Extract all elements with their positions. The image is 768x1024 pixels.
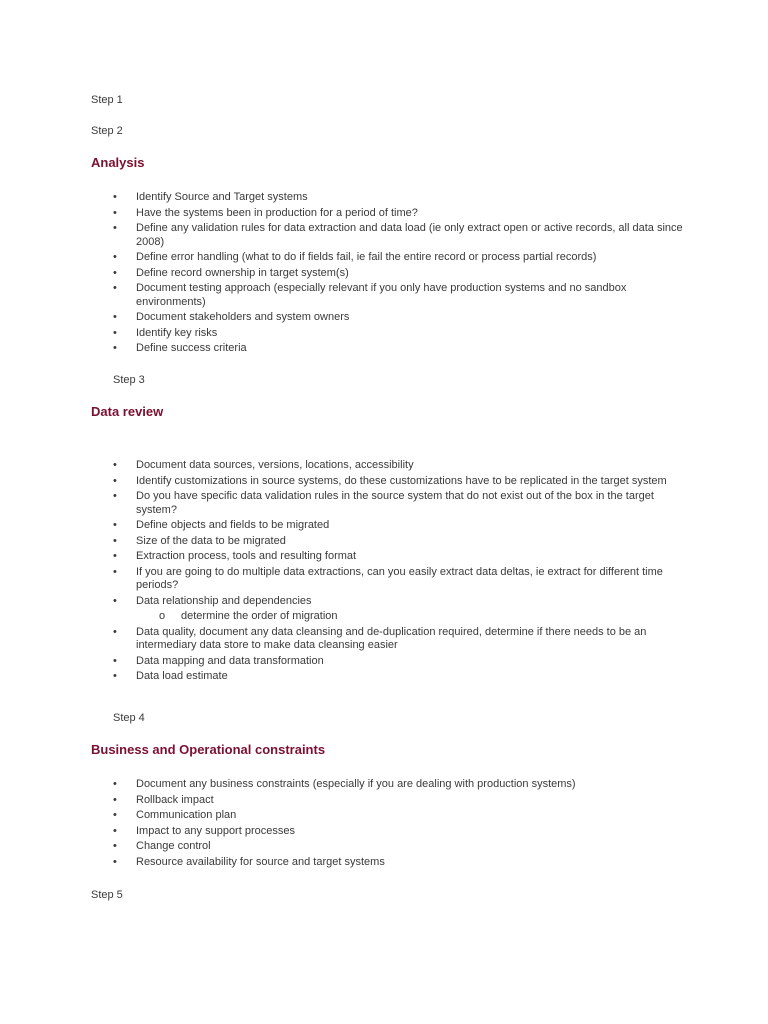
list-item [91, 595, 691, 609]
bullet-icon: • [113, 266, 117, 279]
bullet-icon: • [113, 519, 117, 531]
list-item-text: Data relationship and dependencies [136, 594, 312, 607]
step-2-label: Step 2 [91, 125, 123, 137]
list-item-text: Resource availability for source and target systems [136, 855, 385, 868]
list-item [91, 251, 691, 265]
list-item-text: Communication plan [136, 809, 237, 821]
bullet-icon: • [113, 670, 117, 682]
list-item-text: Document data sources, versions, locations, accessibility [136, 459, 414, 471]
bullet-icon: • [113, 474, 117, 487]
list-item-text: Identify key risks [136, 326, 218, 339]
bullet-icon: • [113, 534, 117, 547]
list-item [91, 794, 691, 808]
list-item [91, 191, 691, 205]
list-item [91, 809, 691, 823]
list-item-text: Define success criteria [136, 342, 247, 354]
list-item [91, 342, 691, 356]
list-item [91, 825, 691, 839]
list-item-text: Extraction process, tools and resulting format [136, 550, 357, 562]
bullet-icon: • [113, 326, 117, 339]
list-item [91, 566, 691, 593]
list-item [91, 311, 691, 325]
list-item-text: Do you have specific data validation rules in the source system that do not exist out of the box in the target system? [136, 490, 654, 516]
bullet-icon: • [113, 459, 117, 471]
bullet-icon: • [113, 490, 117, 502]
list-item [91, 655, 691, 669]
list-item-text: If you are going to do multiple data extractions, can you easily extract data deltas, ie extract for different time periods? [136, 565, 663, 591]
constraints-list [91, 778, 691, 871]
list-item-text: Data mapping and data transformation [136, 654, 324, 667]
step-4-label: Step 4 [113, 712, 145, 724]
list-item [91, 840, 691, 854]
list-item [91, 519, 691, 533]
list-item [91, 670, 691, 684]
list-item-text: Data load estimate [136, 670, 228, 682]
list-item-text: Data quality, document any data cleansing and de-duplication required, determine if there needs to be an intermediary data store to make data cleansing easier [136, 625, 647, 651]
list-item [91, 222, 691, 249]
list-item-text: Define any validation rules for data extraction and data load (ie only extract open or active records, all data since 2008) [136, 222, 683, 248]
list-item [91, 535, 691, 549]
list-item [91, 475, 691, 489]
sub-list-item-text: determine the order of migration [181, 610, 338, 622]
step-1-label: Step 1 [91, 94, 123, 106]
list-item-text: Define error handling (what to do if fields fail, ie fail the entire record or process partial records) [136, 251, 597, 263]
bullet-icon: • [113, 778, 117, 790]
list-item [91, 490, 691, 517]
bullet-icon: • [113, 809, 117, 821]
constraints-heading: Business and Operational constraints [91, 742, 326, 757]
bullet-icon: • [113, 625, 117, 638]
list-item-text: Define objects and fields to be migrated [136, 519, 330, 531]
list-item-text: Document testing approach (especially relevant if you only have production systems and no sandbox environments) [136, 282, 627, 308]
list-item [91, 282, 691, 309]
list-item-text: Identify customizations in source systems, do these customizations have to be replicated in the target system [136, 474, 667, 487]
list-item-text: Change control [136, 840, 211, 852]
list-item [91, 267, 691, 281]
sub-list-item [91, 610, 691, 624]
list-item-text: Have the systems been in production for a period of time? [136, 206, 418, 219]
bullet-icon: • [113, 206, 117, 219]
list-item-text: Identify Source and Target systems [136, 191, 308, 203]
bullet-icon: • [113, 840, 117, 852]
list-item [91, 856, 691, 870]
list-item-text: Define record ownership in target system(s) [136, 266, 349, 279]
list-item [91, 550, 691, 564]
bullet-icon: • [113, 654, 117, 667]
bullet-icon: • [113, 282, 117, 294]
bullet-icon: • [113, 311, 117, 323]
bullet-icon: • [113, 222, 117, 234]
list-item [91, 778, 691, 792]
step-3-label: Step 3 [113, 374, 145, 386]
step-5-label: Step 5 [91, 889, 123, 901]
list-item [91, 459, 691, 473]
bullet-icon: • [113, 793, 117, 806]
bullet-icon: • [113, 594, 117, 607]
list-item-text: Rollback impact [136, 793, 214, 806]
bullet-icon: • [113, 855, 117, 868]
list-item-text: Size of the data to be migrated [136, 534, 286, 547]
data-review-heading: Data review [91, 404, 164, 419]
bullet-icon: • [113, 191, 117, 203]
list-item-text: Impact to any support processes [136, 824, 295, 837]
list-item [91, 626, 691, 653]
list-item-text: Document any business constraints (especially if you are dealing with production systems) [136, 778, 576, 790]
analysis-list [91, 191, 691, 358]
bullet-icon: • [113, 342, 117, 354]
list-item [91, 207, 691, 221]
bullet-icon: • [113, 251, 117, 263]
bullet-icon: • [113, 565, 117, 578]
circle-bullet-icon: o [159, 610, 166, 622]
bullet-icon: • [113, 824, 117, 837]
analysis-heading: Analysis [91, 155, 145, 170]
list-item-text: Document stakeholders and system owners [136, 311, 350, 323]
bullet-icon: • [113, 550, 117, 562]
data-review-list [91, 459, 691, 686]
list-item [91, 327, 691, 341]
